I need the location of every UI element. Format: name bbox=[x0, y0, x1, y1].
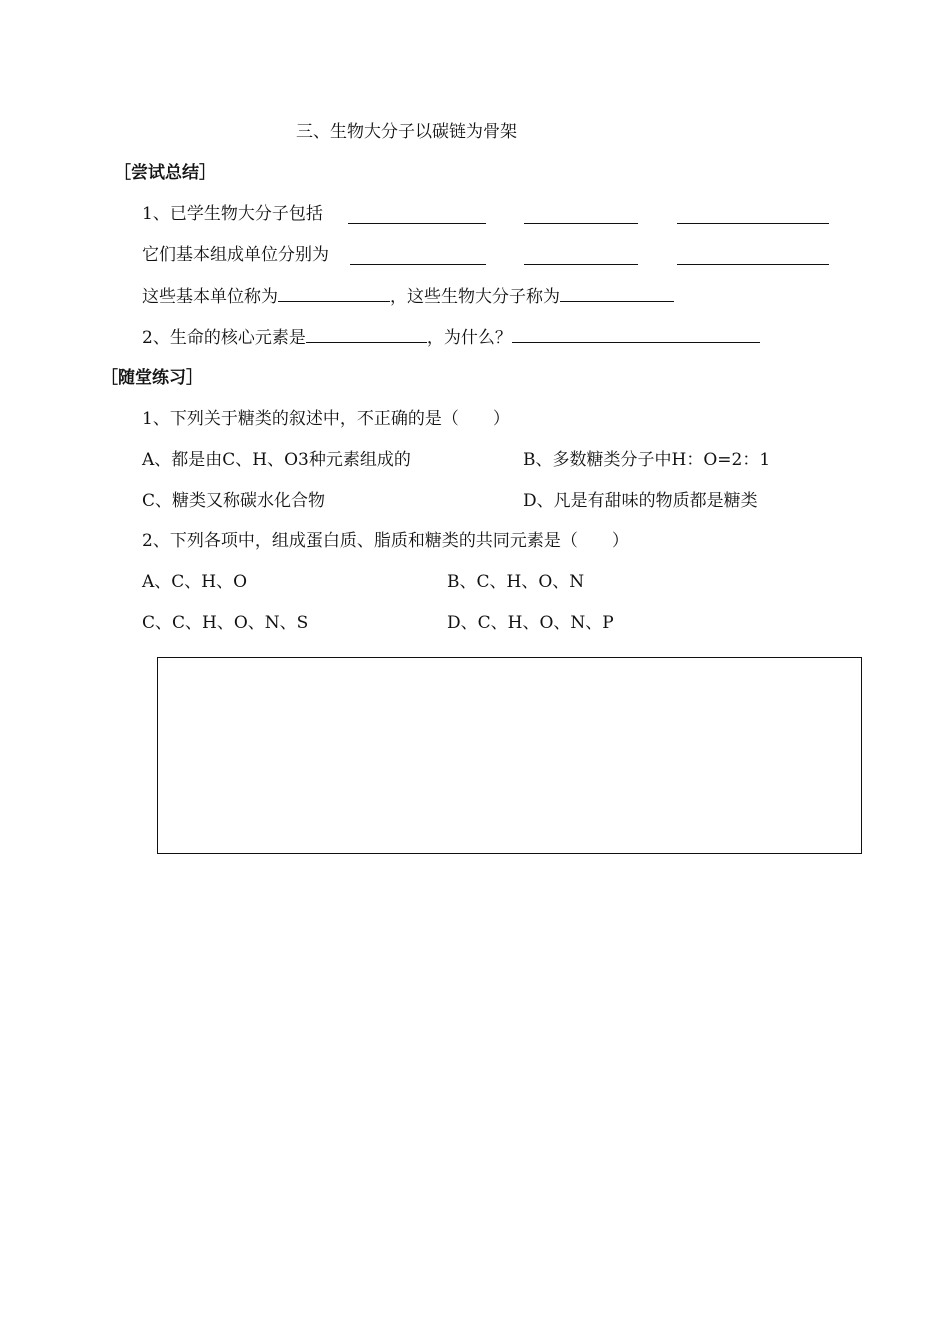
blank-macromolecule-1[interactable] bbox=[348, 222, 486, 224]
practice-q2-option-d[interactable]: D、C、H、O、N、P bbox=[447, 613, 614, 633]
summary-q1-line3a-text: 这些基本单位称为 bbox=[142, 287, 278, 307]
blank-core-element[interactable] bbox=[306, 326, 427, 343]
summary-q2-text-a: 2、生命的核心元素是 bbox=[142, 328, 306, 348]
blank-unit-3[interactable] bbox=[677, 263, 829, 265]
summary-q1-line1-text: 1、已学生物大分子包括 bbox=[142, 204, 323, 224]
practice-q2-option-b[interactable]: B、C、H、O、N bbox=[447, 572, 585, 592]
practice-q1-option-b[interactable]: B、多数糖类分子中H：O=2：1 bbox=[523, 450, 771, 470]
blank-macromolecule-2[interactable] bbox=[524, 222, 638, 224]
summary-q1-line2 bbox=[142, 244, 329, 266]
summary-q1-line3b-text: ，这些生物大分子称为 bbox=[390, 287, 560, 307]
practice-q1-option-a[interactable]: A、都是由C、H、O3种元素组成的 bbox=[142, 450, 411, 470]
blank-unit-2[interactable] bbox=[524, 263, 638, 265]
practice-q1-option-d[interactable]: D、凡是有甜味的物质都是糖类 bbox=[523, 491, 758, 511]
practice-heading: ［随堂练习］ bbox=[101, 368, 203, 388]
summary-q2-text-b: ，为什么？ bbox=[426, 328, 512, 348]
summary-heading: ［尝试总结］ bbox=[114, 163, 216, 183]
summary-q2 bbox=[142, 326, 760, 349]
practice-q1-stem: 1、下列关于糖类的叙述中，不正确的是（ ） bbox=[142, 409, 510, 429]
summary-q1-line2-text: 它们基本组成单位分别为 bbox=[142, 245, 329, 265]
blank-macromolecule-name[interactable] bbox=[560, 285, 674, 302]
section-title: 三、生物大分子以碳链为骨架 bbox=[296, 122, 517, 142]
summary-q1-line1 bbox=[142, 203, 323, 225]
practice-q2-option-c[interactable]: C、C、H、O、N、S bbox=[142, 613, 309, 633]
blank-unit-name[interactable] bbox=[278, 285, 390, 302]
blank-reason[interactable] bbox=[512, 326, 760, 343]
blank-unit-1[interactable] bbox=[350, 263, 486, 265]
summary-q1-line3 bbox=[142, 285, 674, 308]
blank-macromolecule-3[interactable] bbox=[677, 222, 829, 224]
practice-q2-stem: 2、下列各项中，组成蛋白质、脂质和糖类的共同元素是（ ） bbox=[142, 531, 629, 551]
answer-box[interactable] bbox=[157, 657, 862, 854]
practice-q1-option-c[interactable]: C、糖类又称碳水化合物 bbox=[142, 491, 326, 511]
practice-q2-option-a[interactable]: A、C、H、O bbox=[142, 572, 248, 592]
